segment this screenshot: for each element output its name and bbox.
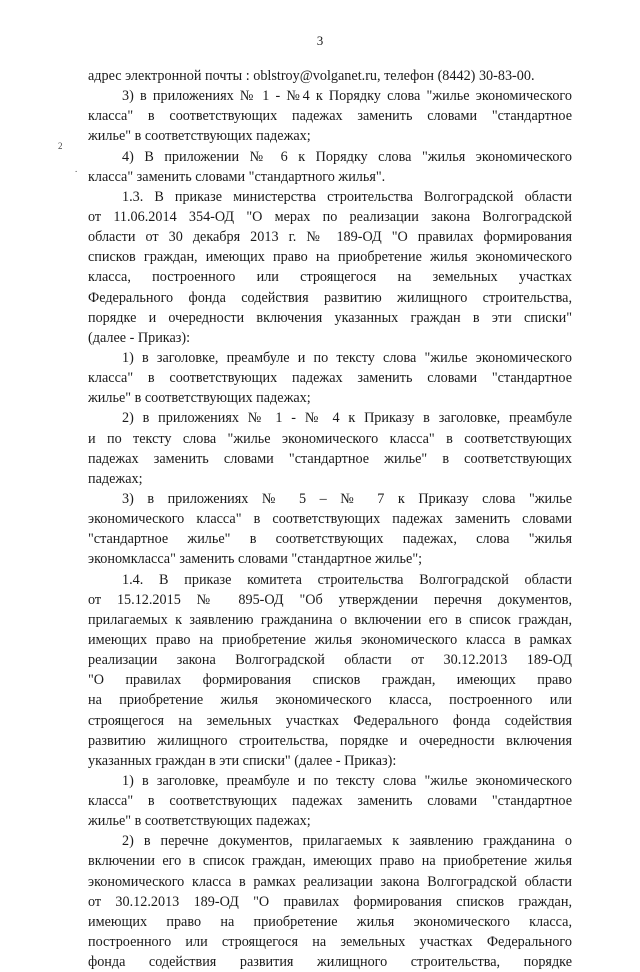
text-line: 2) в приложениях № 1 - № 4 к Приказу в заголовке, преамбуле: [122, 410, 572, 427]
text-line: падежах заменить словами "стандартное жилье" в соответствующих: [88, 450, 572, 467]
text-line: 3) в приложениях № 5 – № 7 к Приказу слова "жилье: [122, 490, 572, 507]
text-line: имеющих право на приобретение жилья экономического класса в рамках: [88, 631, 572, 648]
text-line: 1) в заголовке, преамбуле и по тексту слова "жилье экономического: [122, 349, 572, 366]
text-line: падежах;: [88, 470, 143, 487]
text-line: 4) В приложении № 6 к Порядку слова "жилья экономического: [122, 148, 572, 165]
text-line: включении его в список граждан, имеющих право на приобретение жилья: [88, 853, 572, 870]
text-line: 1.4. В приказе комитета строительства Волгоградской области: [122, 571, 572, 588]
text-line: класса" в соответствующих падежах заменить словами "стандартное: [88, 793, 572, 810]
text-line: жилье" в соответствующих падежах;: [88, 813, 311, 830]
text-line: "стандартное жилье" в соответствующих падежах, слова "жилья: [88, 531, 572, 548]
text-line: от 30.12.2013 189-ОД "О правилах формирования списков граждан,: [88, 893, 572, 910]
text-line: порядке и очередности включения указанных граждан в эти списки": [88, 309, 572, 326]
text-line: указанных граждан в эти списки" (далее - Приказ):: [88, 752, 397, 769]
text-line: адрес электронной почты : oblstroy@volganet.ru, телефон (8442) 30-83-00.: [88, 68, 535, 84]
text-line: от 15.12.2015 № 895-ОД "Об утверждении перечня документов,: [88, 591, 572, 608]
text-line: фонда содействия развития жилищного строительства, порядке: [88, 954, 572, 971]
page-number: 3: [316, 33, 324, 48]
text-line: экономического класса в рамках реализации закона Волгоградской области: [88, 873, 572, 890]
text-line: 3) в приложениях № 1 - №4 к Порядку слова "жилье экономического: [122, 88, 572, 105]
text-line: 2) в перечне документов, прилагаемых к заявлению гражданина о: [122, 833, 572, 850]
text-line: прилагаемых к заявлению гражданина о включении его в список граждан,: [88, 611, 572, 628]
text-line: экономкласса" заменить словами "стандартное жилье";: [88, 551, 423, 568]
text-line: развитию жилищного строительства, порядке и очередности включения: [88, 732, 572, 749]
text-line: и по тексту слова "жилье экономического класса" в соответствующих: [88, 430, 572, 447]
text-line: списков граждан, имеющих право на приобретение жилья экономического: [88, 249, 572, 266]
text-line: от 11.06.2014 354-ОД "О мерах по реализации закона Волгоградской: [88, 208, 572, 225]
document-body: [88, 66, 572, 972]
text-line: на приобретение жилья экономического класса, построенного или: [88, 692, 572, 709]
margin-mark: 2: [58, 141, 63, 151]
text-line: (далее - Приказ):: [88, 329, 191, 346]
text-line: класса" в соответствующих падежах заменить словами "стандартное: [88, 108, 572, 125]
text-line: "О правилах формирования списков граждан, имеющих право: [88, 672, 572, 689]
text-line: имеющих право на приобретение жилья экономического класса,: [88, 913, 572, 930]
text-line: жилье" в соответствующих падежах;: [88, 390, 311, 407]
text-line: реализации закона Волгоградской области от 30.12.2013 189-ОД: [88, 652, 572, 669]
text-line: класса" в соответствующих падежах заменить словами "стандартное: [88, 370, 572, 387]
text-line: Федерального фонда содействия развитию жилищного строительства,: [88, 289, 572, 306]
text-line: класса, построенного или строящегося на земельных участках: [88, 269, 572, 286]
text-line: построенного или строящегося на земельных участках Федерального: [88, 934, 572, 951]
text-line: области от 30 декабря 2013 г. № 189-ОД "О правилах формирования: [88, 229, 572, 246]
text-line: 1) в заголовке, преамбуле и по тексту слова "жилье экономического: [122, 772, 572, 789]
text-line: класса" заменить словами "стандартного жилья".: [88, 168, 386, 185]
text-line: строящегося на земельных участках Федерального фонда содействия: [88, 712, 572, 729]
text-line: 1.3. В приказе министерства строительства Волгоградской области: [122, 188, 572, 205]
text-line: жилье" в соответствующих падежах;: [88, 128, 311, 145]
text-line: экономического класса" в соответствующих падежах заменить словами: [88, 511, 572, 528]
margin-mark: .: [75, 164, 78, 174]
